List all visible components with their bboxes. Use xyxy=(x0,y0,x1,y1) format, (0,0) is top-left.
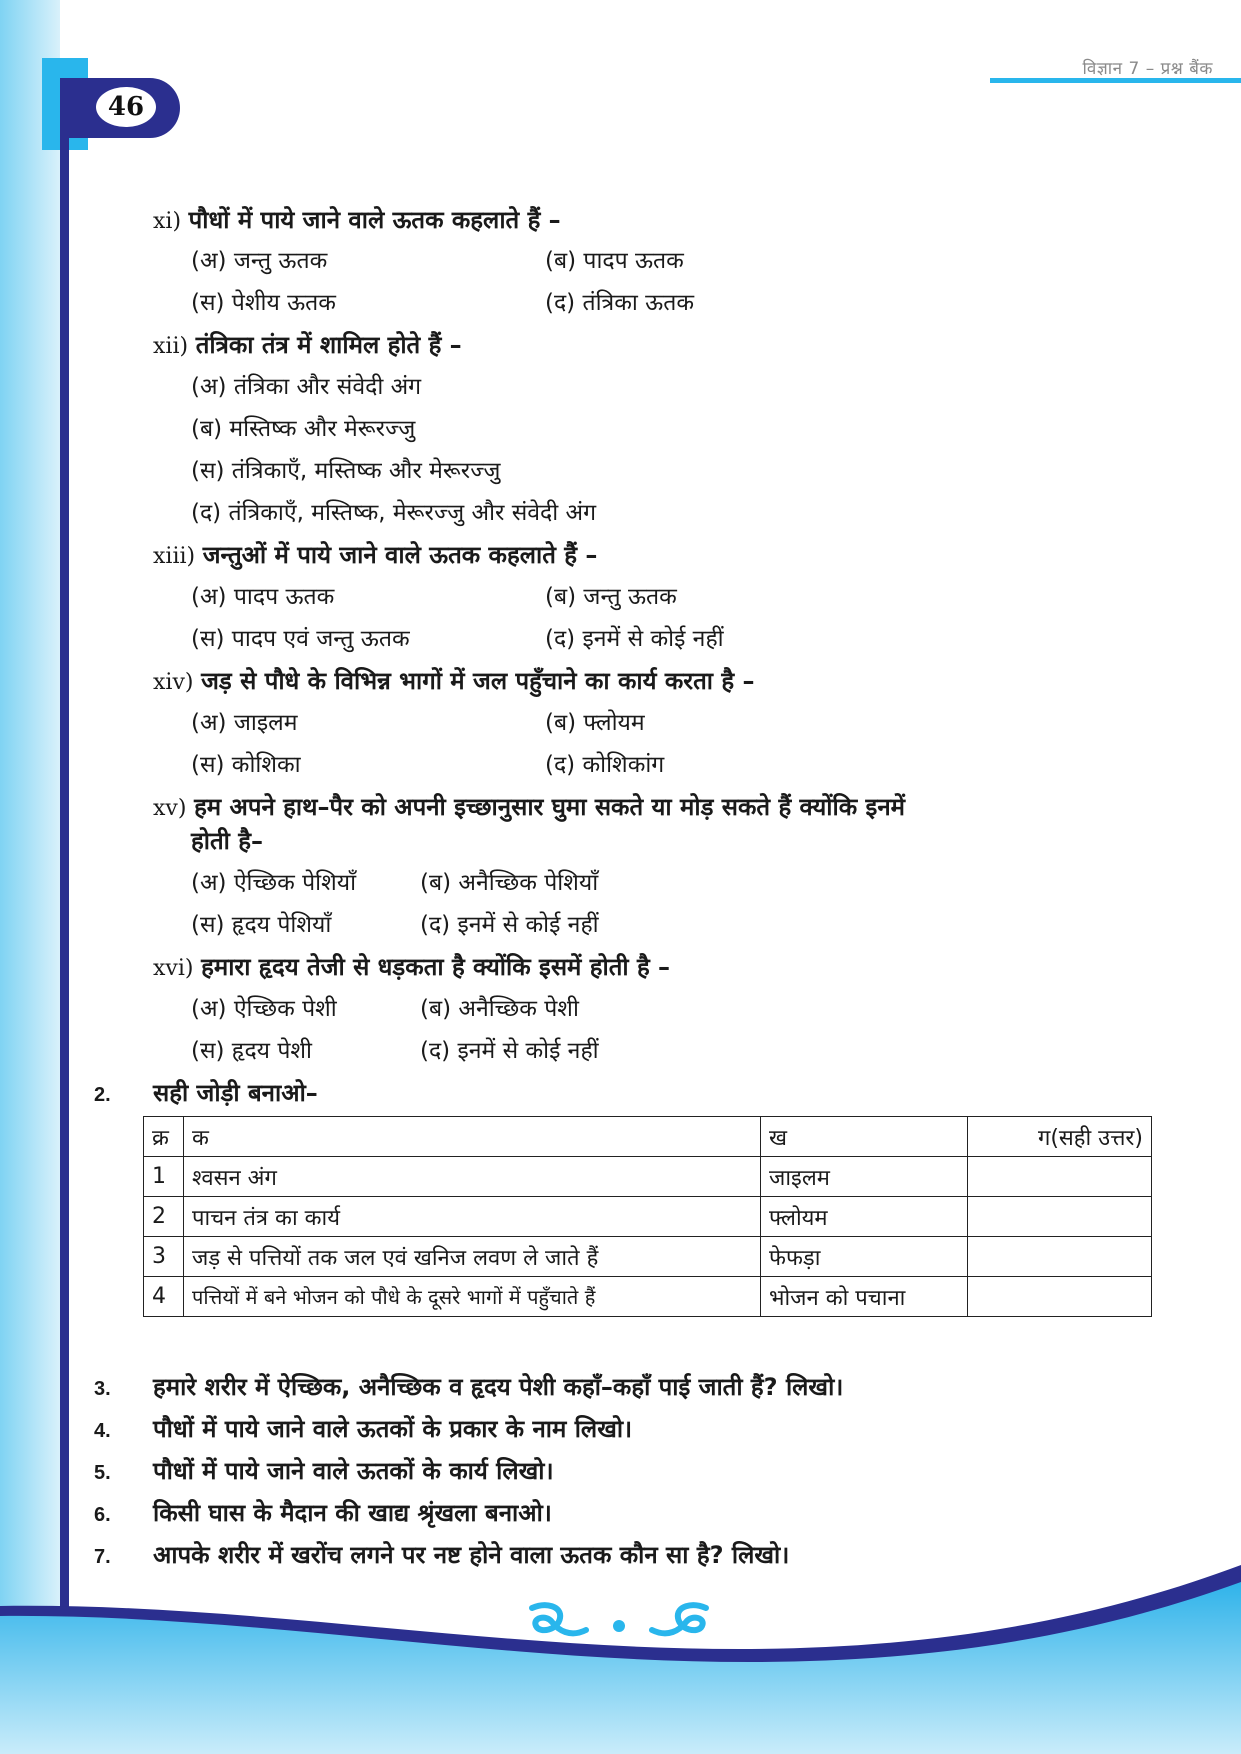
question-number: 3. xyxy=(94,1378,111,1400)
question-text: जड़ से पौधे के विभिन्न भागों में जल पहुँचाने का कार्य करता है – xyxy=(201,667,755,695)
table-cell: 3 xyxy=(144,1237,184,1277)
option-c: (स) हृदय पेशियाँ xyxy=(191,912,332,938)
question-xv xyxy=(153,792,905,824)
option-b: (ब) मस्तिष्क और मेरूरज्जु xyxy=(191,416,416,442)
table-row xyxy=(144,1197,1152,1237)
question-text: पौधों में पाये जाने वाले ऊतकों के कार्य लिखो। xyxy=(153,1457,554,1485)
table-cell: जाइलम xyxy=(761,1157,968,1197)
table-cell: जड़ से पत्तियों तक जल एवं खनिज लवण ले जाते हैं xyxy=(184,1237,761,1277)
question-text: तंत्रिका तंत्र में शामिल होते हैं – xyxy=(195,331,462,359)
option-d: (द) तंत्रिकाएँ, मस्तिष्क, मेरूरज्जु और संवेदी अंग xyxy=(191,500,597,526)
table-row xyxy=(144,1277,1152,1317)
table-row xyxy=(144,1157,1152,1197)
question-number: xv) xyxy=(153,796,187,821)
match-table xyxy=(143,1116,1152,1317)
question-number: 4. xyxy=(94,1420,111,1442)
table-cell: श्वसन अंग xyxy=(184,1157,761,1197)
question-xvi xyxy=(153,952,670,984)
question-number: xi) xyxy=(153,209,182,234)
table-cell: पाचन तंत्र का कार्य xyxy=(184,1197,761,1237)
question-xv-continuation: होती है– xyxy=(191,827,263,855)
table-cell: भोजन को पचाना xyxy=(761,1277,968,1317)
option-a: (अ) ऐच्छिक पेशियाँ xyxy=(191,870,357,896)
option-b: (ब) अनैच्छिक पेशियाँ xyxy=(420,870,599,896)
option-c: (स) तंत्रिकाएँ, मस्तिष्क और मेरूरज्जु xyxy=(191,458,501,484)
table-header-row xyxy=(144,1117,1152,1157)
answer-cell[interactable] xyxy=(968,1237,1152,1277)
answer-cell[interactable] xyxy=(968,1157,1152,1197)
option-c: (स) पेशीय ऊतक xyxy=(191,290,336,316)
question-number: xvi) xyxy=(153,956,194,981)
header-cell: ख xyxy=(761,1117,968,1157)
page-number: 46 xyxy=(96,87,156,127)
option-b: (ब) जन्तु ऊतक xyxy=(545,584,677,610)
option-a: (अ) जन्तु ऊतक xyxy=(191,248,328,274)
question-text: पौधों में पाये जाने वाले ऊतक कहलाते हैं – xyxy=(188,206,561,234)
question-number: xiii) xyxy=(153,544,196,569)
table-cell: 4 xyxy=(144,1277,184,1317)
header-cell: क xyxy=(184,1117,761,1157)
option-c: (स) कोशिका xyxy=(191,752,301,778)
table-cell: पत्तियों में बने भोजन को पौधे के दूसरे भागों में पहुँचाते हैं xyxy=(184,1277,761,1317)
question-text: जन्तुओं में पाये जाने वाले ऊतक कहलाते हैं – xyxy=(202,541,598,569)
option-b: (ब) अनैच्छिक पेशी xyxy=(420,996,579,1022)
question-text: किसी घास के मैदान की खाद्य श्रृंखला बनाओ। xyxy=(153,1499,552,1527)
header-cell: ग(सही उत्तर) xyxy=(968,1117,1152,1157)
section-title: सही जोड़ी बनाओ– xyxy=(153,1079,318,1107)
question-xii xyxy=(153,330,462,362)
question-number: 6. xyxy=(94,1504,111,1526)
table-cell: फेफड़ा xyxy=(761,1237,968,1277)
header-cell: क्र xyxy=(144,1117,184,1157)
option-a: (अ) पादप ऊतक xyxy=(191,584,335,610)
question-text: आपके शरीर में खरोंच लगने पर नष्ट होने वाला ऊतक कौन सा है? लिखो। xyxy=(153,1541,790,1569)
table-cell: 1 xyxy=(144,1157,184,1197)
option-d: (द) तंत्रिका ऊतक xyxy=(545,290,694,316)
question-number: xii) xyxy=(153,334,189,359)
question-text: हम अपने हाथ–पैर को अपनी इच्छानुसार घुमा सकते या मोड़ सकते हैं क्योंकि इनमें xyxy=(194,793,905,821)
option-d: (द) इनमें से कोई नहीं xyxy=(420,912,599,938)
table-cell: 2 xyxy=(144,1197,184,1237)
answer-cell[interactable] xyxy=(968,1197,1152,1237)
option-c: (स) हृदय पेशी xyxy=(191,1038,312,1064)
option-d: (द) इनमें से कोई नहीं xyxy=(420,1038,599,1064)
option-a: (अ) ऐच्छिक पेशी xyxy=(191,996,337,1022)
question-text: पौधों में पाये जाने वाले ऊतकों के प्रकार के नाम लिखो। xyxy=(153,1415,633,1443)
option-a: (अ) जाइलम xyxy=(191,710,298,736)
option-a: (अ) तंत्रिका और संवेदी अंग xyxy=(191,374,422,400)
question-number: xiv) xyxy=(153,670,194,695)
question-xiii xyxy=(153,540,597,572)
question-number: 7. xyxy=(94,1546,111,1568)
option-b: (ब) फ्लोयम xyxy=(545,710,645,736)
ornament-icon xyxy=(526,1600,712,1646)
question-xi xyxy=(153,205,561,237)
option-b: (ब) पादप ऊतक xyxy=(545,248,684,274)
question-number: 5. xyxy=(94,1462,111,1484)
option-c: (स) पादप एवं जन्तु ऊतक xyxy=(191,626,410,652)
option-d: (द) इनमें से कोई नहीं xyxy=(545,626,724,652)
table-row xyxy=(144,1237,1152,1277)
question-text: हमारा हृदय तेजी से धड़कता है क्योंकि इसमें होती है – xyxy=(201,953,671,981)
section-number: 2. xyxy=(94,1084,111,1106)
answer-cell[interactable] xyxy=(968,1277,1152,1317)
left-side-strip xyxy=(0,0,60,1754)
question-xiv xyxy=(153,666,754,698)
question-text: हमारे शरीर में ऐच्छिक, अनैच्छिक व हृदय पेशी कहाँ–कहाँ पाई जाती हैं? लिखो। xyxy=(153,1373,844,1401)
table-cell: फ्लोयम xyxy=(761,1197,968,1237)
left-navy-bar xyxy=(60,130,69,1610)
option-d: (द) कोशिकांग xyxy=(545,752,665,778)
running-header: विज्ञान 7 – प्रश्न बैंक xyxy=(1082,59,1213,79)
